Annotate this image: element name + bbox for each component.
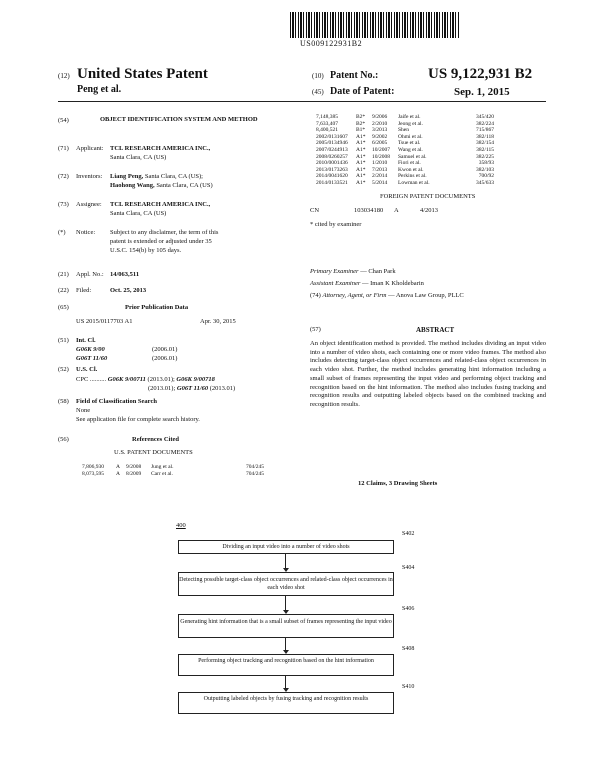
ref-row <box>316 127 494 134</box>
code-73: (73) <box>58 201 69 208</box>
refs-heading: References Cited <box>132 436 179 443</box>
ref-name: Fiori et al. <box>398 160 421 167</box>
code-65: (65) <box>58 304 69 311</box>
inventor-short: Peng et al. <box>77 84 122 95</box>
inventor-2-place: Santa Clara, CA (US) <box>156 182 213 189</box>
primary-examiner: — Chan Park <box>360 268 396 275</box>
code-45: (45) <box>312 88 324 96</box>
ref-row <box>82 471 264 478</box>
ref-date: 8/2009 <box>126 470 142 477</box>
patent-number: US 9,122,931 B2 <box>428 66 533 82</box>
ref-cls: 382/225 <box>475 153 494 160</box>
ref-kind: B1* <box>356 127 366 134</box>
attorney-label: Attorney, Agent, or Firm <box>322 292 387 299</box>
header-rule <box>58 101 546 102</box>
cpc-b: G06K 9/00718 <box>176 376 215 383</box>
abstract-text: An object identification method is provided. The method includes dividing an input video into a number of video shots, each containing one or more video frames. The method also includes detecting target-class object occurrences and related-class object occurrences in each video shot. Further, the method includes generating hint information including a small subset of frames representing the input video and performing object tracking and recognition based on the hint information. The method also includes fusing tracking and recognition results and outputting labeled objects based on the combined tracking and recognition results. <box>310 340 546 408</box>
notice-line-2: patent is extended or adjusted under 35 <box>110 238 212 245</box>
invention-title: OBJECT IDENTIFICATION SYSTEM AND METHOD <box>100 116 258 123</box>
cpc-a: G06K 9/00711 <box>107 376 146 383</box>
appl-no-label: Appl. No.: <box>76 271 104 278</box>
ref-cls: 358/93 <box>478 160 494 167</box>
ref-num: 2010/0001436 <box>316 160 348 167</box>
code-12: (12) <box>58 72 70 80</box>
abstract-heading: ABSTRACT <box>416 326 455 334</box>
ref-row <box>316 140 494 147</box>
ref-kind: A1* <box>356 173 366 180</box>
primary-examiner-label: Primary Examiner <box>310 268 359 275</box>
ref-name: Carr et al. <box>151 470 173 477</box>
us-cl-label: U.S. Cl. <box>76 366 98 373</box>
ref-num: 2014/0041620 <box>316 173 348 180</box>
ref-name: Wang et al. <box>398 146 423 153</box>
ref-num: 2014/0133521 <box>316 179 348 186</box>
ref-row <box>316 134 494 141</box>
ref-kind: A <box>116 470 120 477</box>
flow-tag-2: S404 <box>402 565 415 571</box>
cpc-c-date-2: (2013.01) <box>209 385 236 392</box>
cited-by-examiner: * cited by examiner <box>310 221 362 228</box>
int-cl-1-date: (2006.01) <box>152 346 178 353</box>
ref-num: 2002/0131607 <box>316 133 348 140</box>
ref-kind: B2* <box>356 114 366 120</box>
code-22: (22) <box>58 287 69 294</box>
patent-no-label: Patent No.: <box>330 70 379 81</box>
code-56: (56) <box>58 436 69 443</box>
code-51: (51) <box>58 337 69 344</box>
code-notice: (*) <box>58 229 66 236</box>
ref-kind: A1* <box>356 133 366 140</box>
applicant-label: Applicant: <box>76 145 104 152</box>
applicant-name: TCL RESEARCH AMERICA INC., <box>110 145 211 152</box>
assignee-label: Assignee: <box>76 201 102 208</box>
claims-sheets: 12 Claims, 3 Drawing Sheets <box>358 480 438 487</box>
int-cl-2: G06T 11/60 <box>76 355 108 362</box>
field-label: Field of Classification Search <box>76 398 157 405</box>
flow-arrow-1 <box>285 554 286 568</box>
ref-date: 9/2006 <box>372 114 388 120</box>
ref-kind: A <box>116 464 120 470</box>
flow-arrow-3 <box>285 638 286 650</box>
prior-pub-number: US 2015/0117703 A1 <box>76 318 133 325</box>
assignee-name: TCL RESEARCH AMERICA INC., <box>110 201 211 208</box>
ref-num: 7,633,407 <box>316 120 338 127</box>
notice-line-1: Subject to any disclaimer, the term of this <box>110 229 219 236</box>
int-cl-1: G06K 9/00 <box>76 346 105 353</box>
date-label: Date of Patent: <box>330 86 395 97</box>
field-see: See application file for complete search history. <box>76 416 200 423</box>
code-74: (74) <box>310 292 321 299</box>
left-ref-list <box>82 464 264 477</box>
cpc-c: G06T 11/60 <box>176 385 209 392</box>
inventor-2-name: Haohong Wang, <box>110 182 155 189</box>
ref-row <box>316 121 494 128</box>
code-52: (52) <box>58 366 69 373</box>
flow-step-4: Performing object tracking and recognition based on the hint information <box>178 654 394 676</box>
ref-name: Jeong et al. <box>398 120 423 127</box>
applicant-place: Santa Clara, CA (US) <box>110 154 167 161</box>
assistant-examiner: — Iman K Kholdebarin <box>362 280 424 287</box>
ref-date: 3/2013 <box>372 127 388 134</box>
ref-row <box>82 464 264 471</box>
ref-name: Jung et al. <box>151 464 174 470</box>
barcode-number: US009122931B2 <box>300 39 363 48</box>
ref-cls: 700/92 <box>478 173 494 180</box>
ref-date: 1/2010 <box>372 160 388 167</box>
figure-ref: 400 <box>176 522 186 529</box>
field-none: None <box>76 407 91 414</box>
ref-date: 2/2014 <box>372 173 388 180</box>
ref-num: 2007/0244913 <box>316 146 348 153</box>
ref-num: 2005/0134946 <box>316 140 348 147</box>
ref-cls: 345/633 <box>475 179 494 186</box>
ref-cls: 382/118 <box>476 133 494 140</box>
ref-kind: A1* <box>356 146 366 153</box>
us-patent-docs-heading: U.S. PATENT DOCUMENTS <box>114 449 193 456</box>
inventor-1-place: Santa Clara, CA (US); <box>144 173 203 180</box>
ref-date: 10/2007 <box>372 146 391 153</box>
prior-pub-heading: Prior Publication Data <box>125 304 189 311</box>
ref-num: 8,073,595 <box>82 470 104 477</box>
ref-date: 10/2008 <box>372 153 391 160</box>
flow-step-1: Dividing an input video into a number of video shots <box>178 540 394 554</box>
cpc-label: CPC .......... <box>76 376 107 383</box>
flow-step-3: Generating hint information that is a small subset of frames representing the input video <box>178 614 394 638</box>
ref-kind: B2* <box>356 120 366 127</box>
flow-tag-5: S410 <box>402 684 415 690</box>
ref-name: Shen <box>398 127 409 134</box>
foreign-date: 4/2013 <box>420 207 439 214</box>
ref-date: 7/2013 <box>372 166 388 173</box>
ref-date: 2/2010 <box>372 120 388 127</box>
barcode-image <box>290 12 460 38</box>
ref-cls: 382/115 <box>476 146 494 153</box>
assignee-place: Santa Clara, CA (US) <box>110 210 167 217</box>
int-cl-2-date: (2006.01) <box>152 355 178 362</box>
ref-num: 2013/0173263 <box>316 166 348 173</box>
flow-step-5: Outputting labeled objects by fusing tracking and recognition results <box>178 692 394 714</box>
ref-row <box>316 147 494 154</box>
ref-name: Perkins et al. <box>398 173 427 180</box>
code-57: (57) <box>310 326 321 333</box>
ref-row <box>316 114 494 121</box>
flow-step-2: Detecting possible target-class object occurrences and related-class object occurrences in each video shot <box>178 572 394 596</box>
assistant-examiner-label: Assistant Examiner <box>310 280 361 287</box>
flow-tag-4: S408 <box>402 646 415 652</box>
ref-row <box>316 154 494 161</box>
ref-cls: 715/867 <box>475 127 494 134</box>
ref-row <box>316 173 494 180</box>
ref-date: 6/2005 <box>372 140 388 147</box>
ref-kind: A1* <box>356 140 366 147</box>
ref-row <box>316 180 494 187</box>
cpc-c-date: (2013.01); <box>148 385 176 392</box>
code-54: (54) <box>58 117 69 124</box>
inventor-1-name: Liang Peng, <box>110 173 144 180</box>
ref-num: 2008/0260257 <box>316 153 348 160</box>
appl-no-value: 14/063,511 <box>110 271 140 278</box>
flow-arrow-4 <box>285 676 286 688</box>
ref-num: 7,148,385 <box>316 114 338 120</box>
ref-cls: 382/103 <box>475 166 494 173</box>
ref-kind: A1* <box>356 166 366 173</box>
inventors-label: Inventors: <box>76 173 103 180</box>
ref-name: Samuel et al. <box>398 153 427 160</box>
notice-label: Notice: <box>76 229 96 236</box>
ref-name: Ohmi et al. <box>398 133 423 140</box>
ref-row <box>316 160 494 167</box>
cpc-a-date: (2013.01); <box>147 376 175 383</box>
code-58: (58) <box>58 398 69 405</box>
foreign-number: 103034180 <box>354 207 384 214</box>
right-ref-list <box>316 114 494 187</box>
patent-date: Sep. 1, 2015 <box>454 86 510 98</box>
foreign-heading: FOREIGN PATENT DOCUMENTS <box>380 193 476 200</box>
ref-kind: A1* <box>356 179 366 186</box>
flow-tag-3: S406 <box>402 606 415 612</box>
ref-cls: 382/224 <box>475 120 494 127</box>
filed-value: Oct. 25, 2013 <box>110 287 147 294</box>
ref-name: Tsue et al. <box>398 140 421 147</box>
ref-date: 9/2008 <box>126 464 142 470</box>
ref-cls: 382/154 <box>475 140 494 147</box>
int-cl-label: Int. Cl. <box>76 337 96 344</box>
foreign-kind: A <box>394 207 399 214</box>
ref-date: 5/2014 <box>372 179 388 186</box>
code-10: (10) <box>312 72 324 80</box>
ref-cls: 345/420 <box>475 114 494 120</box>
ref-row <box>316 167 494 174</box>
foreign-country: CN <box>310 207 320 214</box>
flow-tag-1: S402 <box>402 531 415 537</box>
attorney: — Anova Law Group, PLLC <box>388 292 464 299</box>
ref-num: 8,400,521 <box>316 127 338 134</box>
flow-arrow-2 <box>285 596 286 610</box>
ref-date: 9/2002 <box>372 133 388 140</box>
filed-label: Filed: <box>76 287 92 294</box>
ref-name: Kwon et al. <box>398 166 424 173</box>
ref-cls: 704/245 <box>245 470 264 477</box>
code-72: (72) <box>58 173 69 180</box>
ref-kind: A1* <box>356 160 366 167</box>
ref-num: 7,806,930 <box>82 464 104 470</box>
code-71: (71) <box>58 145 69 152</box>
ref-name: Lowman et al. <box>398 179 430 186</box>
country-title: United States Patent <box>77 66 208 82</box>
ref-kind: A1* <box>356 153 366 160</box>
ref-cls: 704/245 <box>245 464 264 470</box>
code-21: (21) <box>58 271 69 278</box>
ref-name: Jaife et al. <box>398 114 421 120</box>
notice-line-3: U.S.C. 154(b) by 105 days. <box>110 247 182 254</box>
prior-pub-date: Apr. 30, 2015 <box>200 318 236 325</box>
